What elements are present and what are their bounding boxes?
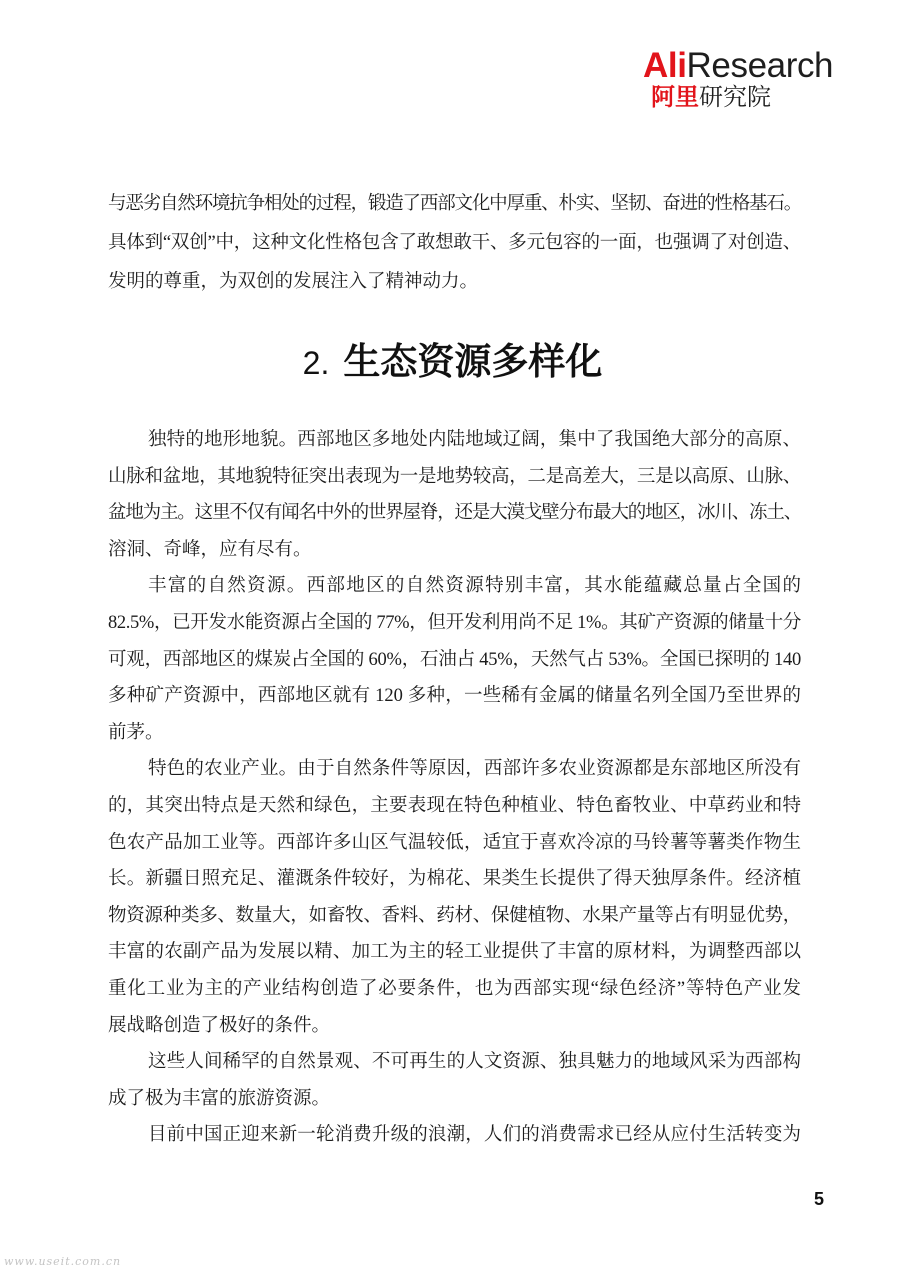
paragraph-terrain xyxy=(108,422,801,568)
text-line-content: 与恶劣自然环境抗争相处的过程，锻造了西部文化中厚重、朴实、坚韧、奋进的性格基石。 xyxy=(108,194,801,214)
paragraph-tourism xyxy=(108,1044,801,1117)
section-title: 生态资源多样化 xyxy=(343,340,603,383)
text-line-content: 丰富的农副产品为发展以精、加工为主的轻工业提供了丰富的原材料，为调整西部以 xyxy=(108,942,801,963)
text-line xyxy=(108,1008,801,1045)
text-line xyxy=(108,861,801,898)
text-line xyxy=(108,642,801,679)
text-line xyxy=(108,224,801,263)
logo-ali-text: Ali xyxy=(643,46,687,85)
text-line xyxy=(108,678,801,715)
text-line-content: 长。新疆日照充足、灌溉条件较好，为棉花、果类生长提供了得天独厚条件。经济植 xyxy=(108,869,801,890)
text-line xyxy=(108,532,801,569)
section-body xyxy=(108,422,801,1154)
text-line xyxy=(108,971,801,1008)
page-number: 5 xyxy=(814,1189,825,1209)
text-line xyxy=(108,422,801,459)
text-line-content: 前茅。 xyxy=(108,722,164,743)
text-line xyxy=(108,185,801,224)
aliresearch-logo xyxy=(643,47,853,111)
paragraph-natural-resources xyxy=(108,568,801,751)
text-line xyxy=(108,1081,801,1118)
text-line-content: 重化工业为主的产业结构创造了必要条件，也为西部实现“绿色经济”等特色产业发 xyxy=(108,978,801,999)
text-line-content: 多种矿产资源中，西部地区就有 120 多种，一些稀有金属的储量名列全国乃至世界的 xyxy=(108,686,801,707)
logo-ali-cn-text: 阿里 xyxy=(651,83,699,111)
site-watermark: www.useit.com.cn xyxy=(4,1255,122,1268)
text-line xyxy=(108,788,801,825)
intro-paragraph xyxy=(108,185,801,302)
text-line xyxy=(108,459,801,496)
text-line-content: 发明的尊重，为双创的发展注入了精神动力。 xyxy=(108,272,479,292)
text-line-content: 可观，西部地区的煤炭占全国的 60%，石油占 45%，天然气占 53%。全国已探明的 140 xyxy=(108,649,801,670)
text-line-content: 的，其突出特点是天然和绿色，主要表现在特色种植业、特色畜牧业、中草药业和特 xyxy=(108,795,801,816)
logo-wordmark-latin xyxy=(643,47,853,85)
text-line xyxy=(108,1117,801,1154)
text-line xyxy=(108,263,801,302)
text-line xyxy=(108,825,801,862)
text-line xyxy=(108,1044,801,1081)
text-line-content: 特色的农业产业。由于自然条件等原因，西部许多农业资源都是东部地区所没有 xyxy=(148,759,801,780)
text-line xyxy=(108,751,801,788)
text-line-content: 展战略创造了极好的条件。 xyxy=(108,1015,331,1036)
text-line-content: 丰富的自然资源。西部地区的自然资源特别丰富，其水能蕴藏总量占全国的 xyxy=(148,576,801,597)
logo-research-text: Research xyxy=(686,46,834,85)
text-line xyxy=(108,495,801,532)
text-line xyxy=(108,715,801,752)
text-line-content: 色农产品加工业等。西部许多山区气温较低，适宜于喜欢冷凉的马铃薯等薯类作物生 xyxy=(108,832,801,853)
text-line-content: 溶洞、奇峰，应有尽有。 xyxy=(108,539,312,560)
paragraph-agriculture xyxy=(108,751,801,1044)
text-line-content: 盆地为主。这里不仅有闻名中外的世界屋脊，还是大漠戈壁分布最大的地区，冰川、冻土、 xyxy=(108,503,801,524)
section-number: 2. xyxy=(302,345,330,381)
text-line-content: 目前中国正迎来新一轮消费升级的浪潮，人们的消费需求已经从应付生活转变为 xyxy=(148,1125,801,1146)
logo-wordmark-chinese xyxy=(651,83,853,111)
text-line-content: 成了极为丰富的旅游资源。 xyxy=(108,1088,331,1109)
section-heading xyxy=(0,338,905,386)
text-line-content: 独特的地形地貌。西部地区多地处内陆地域辽阔，集中了我国绝大部分的高原、 xyxy=(148,430,801,450)
text-line-content: 这些人间稀罕的自然景观、不可再生的人文资源、独具魅力的地域风采为西部构 xyxy=(148,1052,801,1073)
text-line xyxy=(108,934,801,971)
paragraph-consumption xyxy=(108,1117,801,1154)
text-line-content: 山脉和盆地，其地貌特征突出表现为一是地势较高，二是高差大，三是以高原、山脉、 xyxy=(108,466,801,487)
text-line xyxy=(108,605,801,642)
text-line-content: 物资源种类多、数量大，如畜牧、香料、药材、保健植物、水果产量等占有明显优势， xyxy=(108,905,801,926)
text-line-content: 82.5%，已开发水能资源占全国的 77%，但开发利用尚不足 1%。其矿产资源的储量十分 xyxy=(108,612,801,633)
text-line xyxy=(108,898,801,935)
text-line xyxy=(108,568,801,605)
text-line-content: 具体到“双创”中，这种文化性格包含了敢想敢干、多元包容的一面，也强调了对创造、 xyxy=(108,233,801,253)
logo-institute-cn-text: 研究院 xyxy=(699,83,771,111)
